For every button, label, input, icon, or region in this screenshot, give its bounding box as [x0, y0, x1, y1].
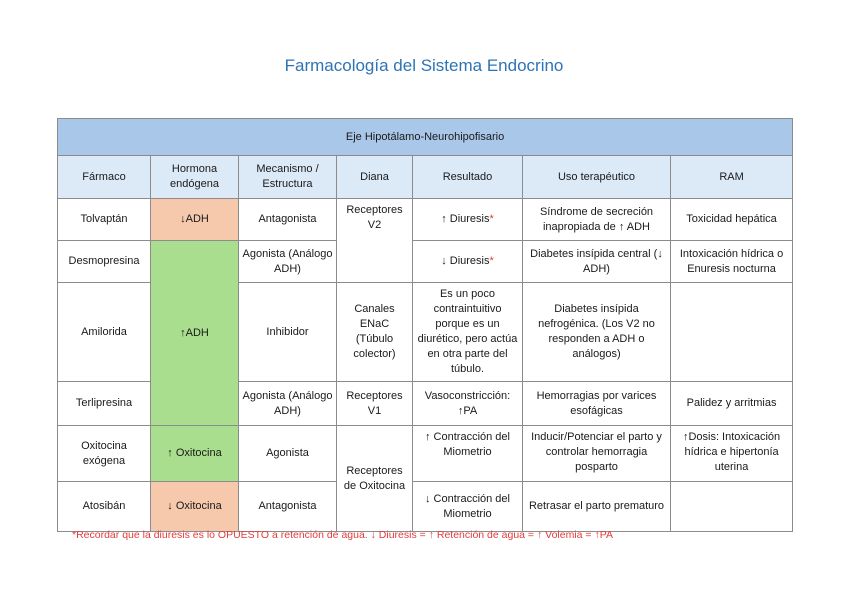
- column-header-farmaco: Fármaco: [58, 156, 151, 199]
- resultado-text: ↓ Diuresis: [441, 255, 490, 267]
- diana-cell: Receptores de Oxitocina: [337, 426, 413, 532]
- ram-cell: [671, 283, 793, 382]
- uso-cell: Hemorragias por varices esofágicas: [523, 382, 671, 426]
- resultado-cell: [413, 199, 523, 241]
- farmaco-cell: Desmopresina: [58, 241, 151, 283]
- ram-cell: Palidez y arritmias: [671, 382, 793, 426]
- farmaco-cell: Atosibán: [58, 482, 151, 532]
- table-row: [58, 482, 793, 532]
- hormona-cell: ↑ADH: [151, 241, 239, 426]
- table-row: [58, 199, 793, 241]
- diana-cell: Receptores V2: [337, 199, 413, 283]
- uso-cell: Diabetes insípida central (↓ ADH): [523, 241, 671, 283]
- mecanismo-cell: Agonista (Análogo ADH): [239, 241, 337, 283]
- uso-cell: Retrasar el parto prematuro: [523, 482, 671, 532]
- column-header-hormona: Hormona endógena: [151, 156, 239, 199]
- column-header-row: [58, 156, 793, 199]
- diana-cell: Receptores V1: [337, 382, 413, 426]
- hormona-cell: ↓ Oxitocina: [151, 482, 239, 532]
- footnote-marker: *: [489, 255, 494, 267]
- uso-cell: Síndrome de secreción inapropiada de ↑ ADH: [523, 199, 671, 241]
- table-row: [58, 241, 793, 283]
- uso-cell: Inducir/Potenciar el parto y controlar hemorragia posparto: [523, 426, 671, 482]
- diana-cell: Canales ENaC (Túbulo colector): [337, 283, 413, 382]
- pharmacology-table: [57, 118, 793, 532]
- hormona-cell: ↑ Oxitocina: [151, 426, 239, 482]
- axis-header: Eje Hipotálamo-Neurohipofisario: [58, 119, 793, 156]
- ram-cell: ↑Dosis: Intoxicación hídrica e hipertonía uterina: [671, 426, 793, 482]
- ram-cell: Intoxicación hídrica o Enuresis nocturna: [671, 241, 793, 283]
- column-header-resultado: Resultado: [413, 156, 523, 199]
- column-header-diana: Diana: [337, 156, 413, 199]
- farmaco-cell: Oxitocina exógena: [58, 426, 151, 482]
- farmaco-cell: Terlipresina: [58, 382, 151, 426]
- resultado-cell: Es un poco contraintuitivo porque es un diurético, pero actúa en otra parte del túbulo.: [413, 283, 523, 382]
- resultado-cell: ↓ Contracción del Miometrio: [413, 482, 523, 532]
- resultado-cell: [413, 241, 523, 283]
- uso-cell: Diabetes insípida nefrogénica. (Los V2 no responden a ADH o análogos): [523, 283, 671, 382]
- span-header-row: [58, 119, 793, 156]
- column-header-uso: Uso terapéutico: [523, 156, 671, 199]
- mecanismo-cell: Agonista: [239, 426, 337, 482]
- resultado-cell: ↑ Contracción del Miometrio: [413, 426, 523, 482]
- resultado-cell: Vasoconstricción: ↑PA: [413, 382, 523, 426]
- farmaco-cell: Amilorida: [58, 283, 151, 382]
- page-title: Farmacología del Sistema Endocrino: [284, 56, 564, 75]
- ram-cell: [671, 482, 793, 532]
- mecanismo-cell: Antagonista: [239, 482, 337, 532]
- mecanismo-cell: Antagonista: [239, 199, 337, 241]
- ram-cell: Toxicidad hepática: [671, 199, 793, 241]
- column-header-mecanismo: Mecanismo / Estructura: [239, 156, 337, 199]
- farmaco-cell: Tolvaptán: [58, 199, 151, 241]
- table-row: [58, 426, 793, 482]
- mecanismo-cell: Inhibidor: [239, 283, 337, 382]
- resultado-text: ↑ Diuresis: [441, 213, 490, 225]
- footnote: *Recordar que la diuresis es lo OPUESTO a retención de agua. ↓ Diuresis = ↑ Retención de agua = ↑ Volemia = ↑PA: [72, 529, 613, 541]
- hormona-cell: ↓ADH: [151, 199, 239, 241]
- footnote-marker: *: [489, 213, 494, 225]
- column-header-ram: RAM: [671, 156, 793, 199]
- mecanismo-cell: Agonista (Análogo ADH): [239, 382, 337, 426]
